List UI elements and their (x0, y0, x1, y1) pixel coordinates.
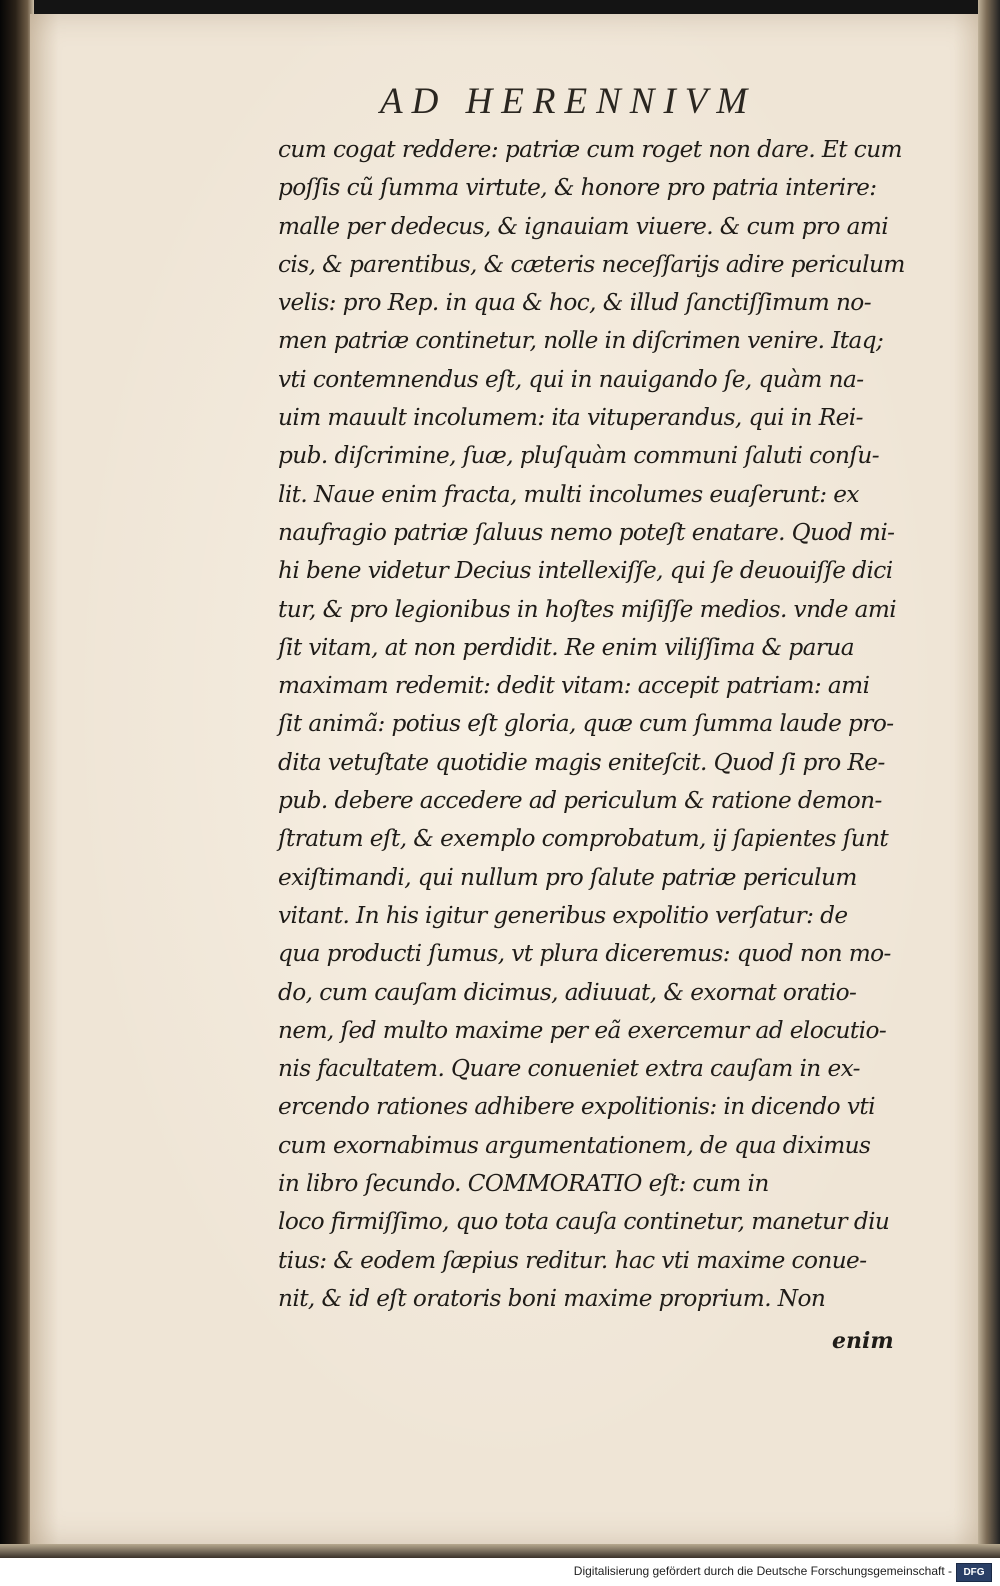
text-line: in libro ſecundo. COMMORATIO eſt: cum in (278, 1169, 769, 1198)
text-line: naufragio patriæ ſaluus nemo poteſt enatare. Quod mi- (278, 517, 895, 546)
page-bottom-edge (0, 1544, 1000, 1558)
text-line: men patriæ continetur, nolle in diſcrimen venire. Itaq; (278, 326, 884, 355)
text-line: pub. diſcrimine, ſuæ, pluſquàm communi ſaluti conſu- (278, 441, 879, 470)
text-line: exiſtimandi, qui nullum pro ſalute patriæ periculum (278, 862, 857, 891)
text-line: tur, & pro legionibus in hoſtes miſiſſe medios. vnde ami (278, 594, 897, 623)
book-spine-edge (0, 0, 34, 1550)
catchword: enim (832, 1328, 894, 1354)
text-line: ſit animã: potius eſt gloria, quæ cum ſumma laude pro- (278, 709, 894, 738)
text-line: cum cogat reddere: patriæ cum roget non dare. Et cum (278, 135, 902, 163)
text-line: nem, ſed multo maxime per eã exercemur ad elocutio- (278, 1015, 887, 1044)
text-line: velis: pro Rep. in qua & hoc, & illud ſanctiſſimum no- (278, 288, 871, 317)
text-line: vitant. In his igitur generibus expolitio verſatur: de (278, 900, 848, 929)
text-line: nis facultatem. Quare conueniet extra cauſam in ex- (278, 1054, 860, 1083)
text-line: nit, & id eſt oratoris boni maxime proprium. Non (278, 1283, 826, 1312)
text-line: lit. Naue enim fracta, multi incolumes euaſerunt: ex (278, 479, 859, 508)
text-line: maximam redemit: dedit vitam: accepit patriam: ami (278, 671, 870, 700)
text-block (278, 130, 958, 1317)
text-line: vti contemnendus eſt, qui in nauigando ſe, quàm na- (278, 364, 864, 393)
text-line: malle per dedecus, & ignauiam viuere. & cum pro ami (278, 211, 889, 240)
text-line: qua producti ſumus, vt plura diceremus: quod non mo- (278, 939, 891, 968)
dfg-logo-icon: DFG (956, 1563, 992, 1582)
text-line: tius: & eodem ſæpius reditur. hac vti maxime conue- (278, 1245, 867, 1274)
footer-bar (0, 1558, 1000, 1586)
text-line: dita vetuſtate quotidie magis eniteſcit. Quod ſi pro Re- (278, 747, 885, 776)
text-line: uim mauult incolumem: ita vituperandus, qui in Rei- (278, 403, 863, 432)
text-line: ſit vitam, at non perdidit. Re enim viliſſima & parua (278, 632, 855, 661)
text-line: ſtratum eſt, & exemplo comprobatum, ij ſapientes ſunt (278, 824, 889, 853)
text-line: pub. debere accedere ad periculum & ratione demon- (278, 786, 882, 815)
text-line: loco firmiſſimo, quo tota cauſa continetur, manetur diu (278, 1207, 890, 1236)
text-line: do, cum cauſam dicimus, adiuuat, & exornat oratio- (278, 977, 857, 1006)
running-head: AD HERENNIVM (380, 81, 757, 122)
text-line: cis, & parentibus, & cæteris neceſſarijs adire periculum (278, 249, 905, 278)
text-line: ercendo rationes adhibere expolitionis: in dicendo vti (278, 1092, 875, 1121)
text-line: hi bene videtur Decius intellexiſſe, qui ſe deuouiſſe dici (278, 556, 893, 585)
text-line: poſſis cũ ſumma virtute, & honore pro patria interire: (278, 173, 877, 202)
page-right-edge (978, 0, 1000, 1550)
text-line: cum exornabimus argumentationem, de qua diximus (278, 1130, 871, 1159)
funding-notice: Digitalisierung gefördert durch die Deutsche Forschungsgemeinschaft - (573, 1564, 952, 1578)
